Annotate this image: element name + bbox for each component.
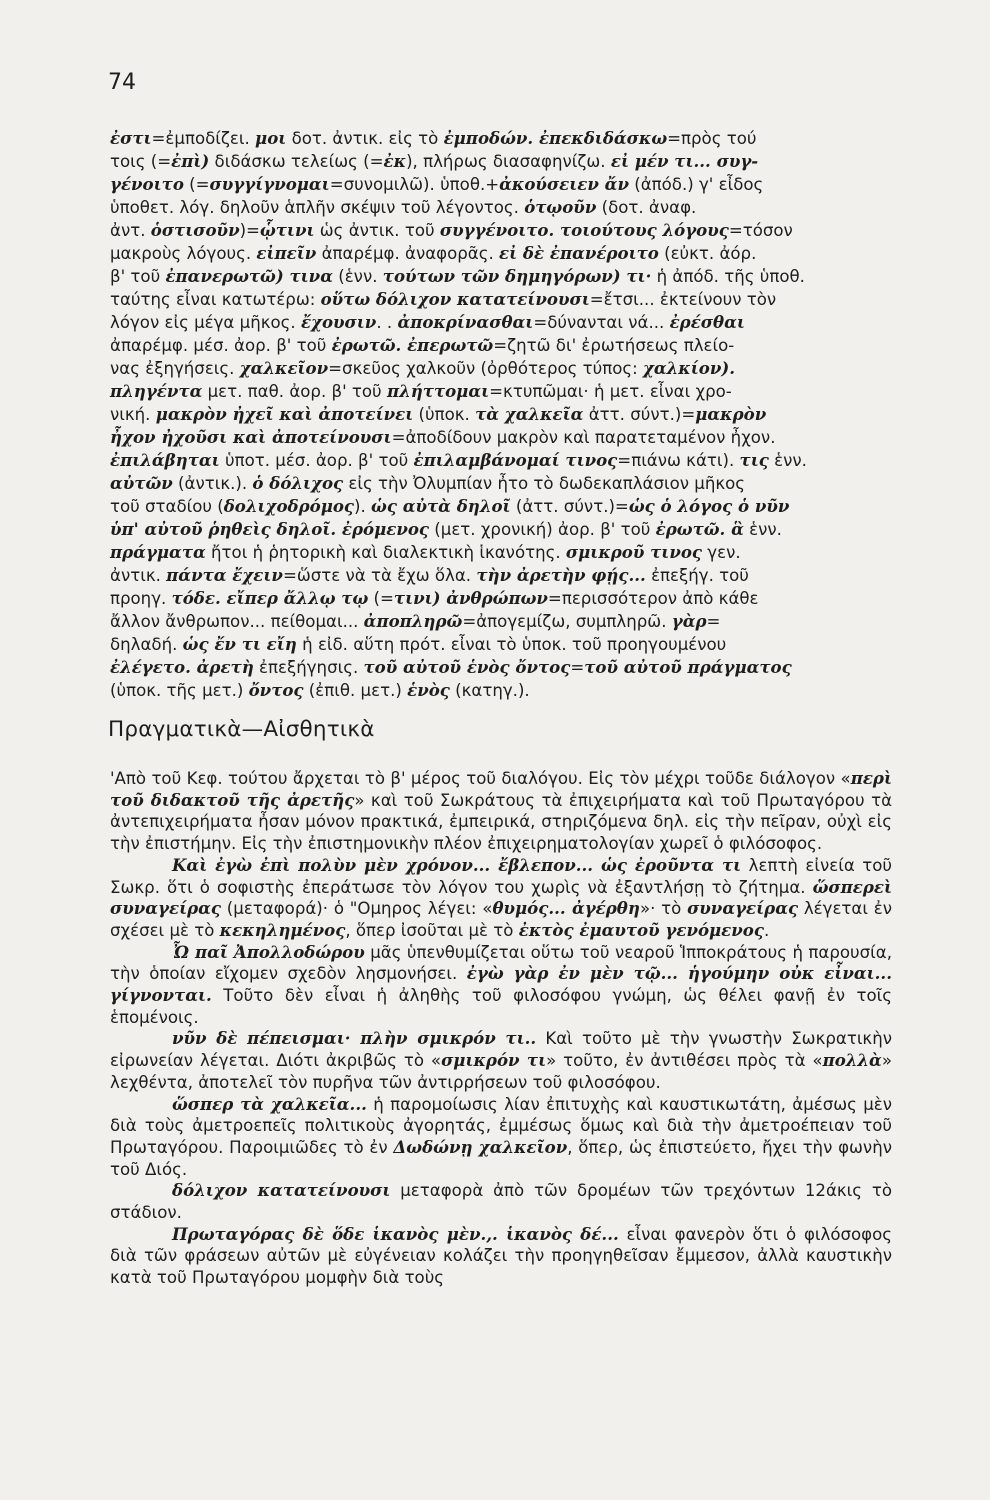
emphasized-term: ὁτῳοῦν xyxy=(524,197,597,217)
emphasized-term: τὴν ἀρετὴν φῄς... xyxy=(476,565,646,585)
text-run: ὑποθετ. λόγ. δηλοῦν ἁπλῆν σκέψιν τοῦ λέγοντος. xyxy=(110,198,525,217)
emphasized-term: μακρὸν xyxy=(695,404,767,424)
text-run: εἶναι φανερὸν ὅτι ὁ φιλόσοφος διὰ τῶν φράσεων αὐτῶν μὲ εὐγένειαν κολάζει τὴν προηγηθεῖσαν ἔμμεσον, ἀλλὰ καυστικὴν κατὰ τοῦ Πρωταγόρου μομφὴν διὰ τοὺς xyxy=(110,1224,892,1288)
emphasized-term: χαλκεῖον xyxy=(239,358,329,378)
text-run: = xyxy=(570,658,585,677)
text-run: (μετ. χρονική) ἀορ. β' τοῦ xyxy=(429,520,656,539)
text-run: =περισσότερον ἀπὸ κάθε xyxy=(547,589,759,608)
emphasized-term: σμικροῦ τινος xyxy=(565,542,703,562)
emphasized-term: ἀποκρίνασθαι xyxy=(397,312,534,332)
emphasized-term: Καὶ ἐγὼ ἐπὶ πολὺν μὲν χρόνον... ἔβλεπον... ὡς ἐροῦντα τι xyxy=(172,854,742,875)
text-run: » τοῦτο, ἐν ἀντιθέσει πρὸς τὰ « xyxy=(546,1051,823,1071)
emphasized-term: ὥσπερ τὰ χαλκεῖα... xyxy=(172,1093,367,1114)
text-run: =ἀπογεμίζω, συμπληρῶ. xyxy=(462,612,672,631)
text-run: (ὑποκ. xyxy=(413,405,476,424)
text-run: ἐπεξήγησις. xyxy=(253,658,364,677)
emphasized-term: συγγένοιτο. τοιούτους λόγους xyxy=(439,220,729,240)
text-run: μᾶς ὑπενθυμίζεται οὕτω τοῦ νεαροῦ Ἱπποκράτους ἡ παρουσία, τὴν ὁποίαν εἴχομεν σχεδὸν λησμονήσει. xyxy=(110,942,892,984)
emphasized-term: Ὦ παῖ Ἀπολλοδώρου xyxy=(172,941,365,962)
text-run: » καὶ τοῦ Σωκράτους τὰ ἐπιχειρήματα καὶ τοῦ Πρωταγόρου τὰ ἀντεπιχειρήματα ἦσαν μόνον πρακτικά, ἐμπειρικά, στηριζόμενα δηλ. εἰς τὴν πεῖραν, οὐχὶ εἰς τὴν ἐπιστήμην. Εἰς τὴν ἐπιστημονικὴν πλέον ἐπιχειρηματολογίαν χωρεῖ ὁ φιλόσοφος. xyxy=(110,790,893,854)
emphasized-term: εἰ μέν τι... συγ- xyxy=(610,151,759,171)
paragraph xyxy=(110,1224,892,1289)
text-run: μεταφορὰ ἀπὸ τῶν δρομέων τῶν τρεχόντων 12άκις τὸ στάδιον. xyxy=(110,1181,892,1223)
glossary-line xyxy=(110,357,892,380)
text-run: νας ἐξηγήσεις. xyxy=(110,359,240,378)
text-run: μετ. παθ. ἀορ. β' τοῦ xyxy=(202,382,387,401)
text-run: ἀντικ. xyxy=(110,566,167,585)
text-run: λέγεται ἐν σχέσει μὲ τὸ xyxy=(110,899,892,940)
emphasized-term: τοῦ αὐτοῦ πράγματος xyxy=(584,657,792,677)
glossary-line xyxy=(110,127,892,150)
emphasized-term: γὰρ xyxy=(671,611,707,631)
emphasized-term: γένοιτο xyxy=(110,174,184,194)
emphasized-term: μοι xyxy=(255,128,287,148)
text-run: ), πλήρως διασαφηνίζω. xyxy=(406,152,611,171)
emphasized-term: ἀποπληρῶ xyxy=(363,611,463,631)
emphasized-term: πράγματα xyxy=(110,542,206,562)
text-run: (= xyxy=(368,589,394,608)
emphasized-term: αὐτῶν xyxy=(110,473,173,493)
emphasized-term: πολλὰ xyxy=(822,1050,882,1071)
emphasized-term: ἐπιλαμβάνομαί τινος xyxy=(413,450,618,470)
emphasized-term: κεκηλημένος xyxy=(219,919,346,940)
glossary-line xyxy=(110,196,892,219)
text-run: ὡς ἀντικ. τοῦ xyxy=(314,221,440,240)
text-run: ἄλλον ἄνθρωπον... πείθομαι... xyxy=(110,612,364,631)
text-run: ταύτης εἶναι κατωτέρω: xyxy=(110,290,321,309)
emphasized-term: Δωδώνῃ χαλκεῖον xyxy=(393,1136,568,1157)
emphasized-term: πληγέντα xyxy=(110,381,203,401)
text-run: δηλαδή. xyxy=(110,635,183,654)
text-run: =ἐμποδίζει. xyxy=(151,129,256,148)
glossary-line xyxy=(110,311,892,334)
text-run: =συνομιλῶ). ὑποθ.+ xyxy=(329,175,500,194)
paragraph xyxy=(110,768,892,855)
emphasized-term: ὄντος xyxy=(248,680,304,700)
emphasized-term: ὡς ὁ λόγος ὁ νῦν xyxy=(628,496,790,516)
text-run: β' τοῦ xyxy=(110,267,166,286)
text-run: , ὅπερ ἰσοῦται μὲ τὸ xyxy=(345,920,519,940)
paragraph xyxy=(110,1028,892,1093)
text-run: (εὐκτ. ἀόρ. xyxy=(658,244,757,263)
emphasized-term: ὡς ἔν τι εἴη xyxy=(182,634,297,654)
section-heading: Πραγματικὰ—Αἰσθητικὰ xyxy=(108,717,375,742)
text-run: ἤτοι ἡ ῥητορικὴ καὶ διαλεκτικὴ ἱκανότης. xyxy=(205,543,566,562)
text-run: =κτυπῶμαι· ἡ μετ. εἶναι χρο- xyxy=(489,382,732,401)
glossary-line xyxy=(110,219,892,242)
emphasized-term: περὶ τοῦ διδακτοῦ τῆς ἀρετῆς xyxy=(110,768,892,810)
text-run: Τοῦτο δὲν εἶναι ἡ ἀληθὴς τοῦ φιλοσόφου γνώμη, ὡς θέλει φανῇ ἐν τοῖς ἑπομένοις. xyxy=(110,986,892,1027)
emphasized-term: ὁστισοῦν xyxy=(150,220,240,240)
text-run: (ὑποκ. τῆς μετ.) xyxy=(110,681,249,700)
glossary-line xyxy=(110,587,892,610)
text-run: μακροὺς λόγους. xyxy=(110,244,257,263)
text-run: διδάσκω τελείως (= xyxy=(209,152,384,171)
emphasized-term: ἔχουσιν xyxy=(300,312,377,332)
text-run: ἀπαρέμφ. μέσ. ἀορ. β' τοῦ xyxy=(110,336,332,355)
text-run: (ἐπιθ. μετ.) xyxy=(303,681,408,700)
emphasized-term: εἰπεῖν xyxy=(256,243,317,263)
text-run: λόγον εἰς μέγα μῆκος. xyxy=(110,313,301,332)
text-run: ὑποτ. μέσ. ἀορ. β' τοῦ xyxy=(219,451,414,470)
text-run: 'Απὸ τοῦ Κεφ. τούτου ἄρχεται τὸ β' μέρος τοῦ διαλόγου. Εἰς τὸν μέχρι τοῦδε διάλογον « xyxy=(110,769,851,788)
text-run: (ἀττ. σύντ.)= xyxy=(510,497,629,516)
glossary-line xyxy=(110,518,892,541)
text-run: ἀττ. σύντ.)= xyxy=(583,405,696,424)
emphasized-term: ἑνὸς xyxy=(407,680,450,700)
glossary-line xyxy=(110,288,892,311)
text-run: τοῦ σταδίου ( xyxy=(110,497,224,516)
emphasized-term: ἐκτὸς ἐμαυτοῦ γενόμενος xyxy=(518,919,764,940)
emphasized-term: ἐρωτῶ. ἐπερωτῶ xyxy=(331,335,494,355)
glossary-line xyxy=(110,679,892,702)
emphasized-term: ἐμποδών. ἐπεκδιδάσκω xyxy=(443,128,668,148)
text-run: »· τὸ xyxy=(639,899,688,919)
emphasized-term: τούτων τῶν δημηγόρων) τι· xyxy=(382,266,652,286)
text-run: (ἑνν. xyxy=(332,267,383,286)
text-run: τοις (= xyxy=(110,152,172,171)
glossary-line xyxy=(110,380,892,403)
text-run: = xyxy=(706,612,721,631)
glossary-line xyxy=(110,495,892,518)
glossary-line xyxy=(110,403,892,426)
text-run: =δύνανται νά... xyxy=(533,313,670,332)
text-run: ἀπαρέμφ. ἀναφορᾶς. xyxy=(316,244,500,263)
glossary-line xyxy=(110,150,892,173)
text-run: =πρὸς τού xyxy=(667,129,757,148)
emphasized-term: χαλκίον). xyxy=(642,358,735,378)
text-run: (δοτ. ἀναφ. xyxy=(596,198,697,217)
text-run: ). xyxy=(354,497,372,516)
glossary-line xyxy=(110,449,892,472)
emphasized-term: οὕτω δόλιχον κατατείνουσι xyxy=(320,289,590,309)
emphasized-term: νῦν δὲ πέπεισμαι· πλὴν σμικρόν τι.. xyxy=(172,1028,537,1049)
glossary-line xyxy=(110,610,892,633)
emphasized-term: ὁ δόλιχος xyxy=(252,473,344,493)
emphasized-term: ἐρωτῶ. ἃ xyxy=(655,519,744,539)
text-run: (ἀπόδ.) γ' εἶδος xyxy=(628,175,764,194)
text-run: =ζητῶ δι' ἐρωτήσεως πλείο- xyxy=(493,336,735,355)
glossary-line xyxy=(110,656,892,679)
text-run: ἡ εἰδ. αὕτη πρότ. εἶναι τὸ ὑποκ. τοῦ προηγουμένου xyxy=(296,635,727,654)
text-run: νική. xyxy=(110,405,156,424)
glossary-line xyxy=(110,426,892,449)
paragraph xyxy=(110,942,892,1029)
emphasized-term: δολιχοδρόμος xyxy=(223,496,355,516)
text-run: =τόσον xyxy=(728,221,793,240)
emphasized-term: τινι) ἀνθρώπων xyxy=(393,588,548,608)
emphasized-term: θυμός... ἀγέρθη xyxy=(492,898,640,919)
emphasized-term: τοῦ αὐτοῦ ἑνὸς ὄντος xyxy=(363,657,571,677)
emphasized-term: Πρωταγόρας δὲ ὅδε ἱκανὸς μὲν.,. ἱκανὸς δέ... xyxy=(172,1223,619,1244)
text-run: ἐπεξήγ. τοῦ xyxy=(645,566,749,585)
emphasized-term: σμικρόν τι xyxy=(441,1050,547,1071)
emphasized-term: ἐπὶ) xyxy=(171,151,210,171)
emphasized-term: μακρὸν ἠχεῖ καὶ ἀποτείνει xyxy=(155,404,414,424)
text-run: =σκεῦος χαλκοῦν (ὀρθότερος τύπος: xyxy=(328,359,643,378)
text-run: λεπτὴ εἰνεία τοῦ Σωκρ. ὅτι ὁ σοφιστὴς ἐπεράτωσε τὸν λόγον του χωρὶς νὰ ἐξαντλήσῃ τὸ ζήτημα. xyxy=(110,855,892,897)
emphasized-term: ἐκ xyxy=(383,151,407,171)
glossary-line xyxy=(110,173,892,196)
text-run: =ἔτσι... ἐκτείνουν τὸν xyxy=(589,290,777,309)
glossary-line xyxy=(110,334,892,357)
emphasized-term: δόλιχον κατατείνουσι xyxy=(172,1180,391,1201)
emphasized-term: συναγείρας xyxy=(687,898,799,919)
text-run: , ὅπερ, ὡς ἐπιστεύετο, ἤχει τὴν φωνὴν τοῦ Διός. xyxy=(110,1137,892,1179)
text-run: )= xyxy=(239,221,260,240)
emphasized-term: ἀκούσειεν ἄν xyxy=(499,174,629,194)
emphasized-term: ὑπ' αὐτοῦ ῥηθεὶς δηλοῖ. ἐρόμενος xyxy=(110,519,430,539)
text-run: . xyxy=(763,920,770,940)
text-run: ἡ παρομοίωσις λίαν ἐπιτυχὴς καὶ καυστικωτάτη, ἀμέσως μὲν διὰ τοὺς ἀμετροεπεῖς πολιτικοὺς ἀγορητάς, ἐμμέσως ὅμως καὶ διὰ τὴν ἀμετροέπειαν τοῦ Πρωταγόρου. Παροιμιῶδες τὸ ἐν xyxy=(110,1094,892,1157)
text-run: (μεταφορά)· ὁ "Ομηρος λέγει: « xyxy=(221,899,493,919)
emphasized-term: τόδε. εἴπερ ἄλλῳ τῳ xyxy=(171,588,369,608)
glossary-line xyxy=(110,265,892,288)
glossary-line xyxy=(110,242,892,265)
emphasized-term: πλήττομαι xyxy=(386,381,490,401)
emphasized-term: ἐγὼ γὰρ ἐν μὲν τῷ... ἡγούμην οὐκ εἶναι... γίγνονται. xyxy=(110,963,892,1006)
text-run: προηγ. xyxy=(110,589,172,608)
emphasized-term: τις xyxy=(739,450,769,470)
emphasized-term: ἐπανερωτῶ) τινα xyxy=(165,266,333,286)
text-run: » λεχθέντα, ἀποτελεῖ τὸν πυρῆνα τῶν ἀντιρρήσεων τοῦ φιλοσόφου. xyxy=(110,1051,892,1092)
emphasized-term: ἦχον ἠχοῦσι καὶ ἀποτείνουσι xyxy=(110,427,392,447)
glossary-line xyxy=(110,564,892,587)
glossary-notes xyxy=(110,127,892,702)
text-run: ἑνν. xyxy=(743,520,782,539)
text-run: ἑνν. xyxy=(768,451,807,470)
emphasized-term: εἰ δὲ ἐπανέροιτο xyxy=(499,243,659,263)
paragraph xyxy=(110,855,892,942)
text-run: (= xyxy=(183,175,210,194)
glossary-line xyxy=(110,541,892,564)
emphasized-term: ἐρέσθαι xyxy=(669,312,745,332)
glossary-line xyxy=(110,633,892,656)
text-run: (κατηγ.). xyxy=(449,681,530,700)
emphasized-term: ὡς αὐτὰ δηλοῖ xyxy=(371,496,511,516)
emphasized-term: ἐπιλάβηται xyxy=(110,450,220,470)
text-run: . . xyxy=(376,313,398,332)
text-run: =ἀποδίδουν μακρὸν καὶ παρατεταμένον ἦχον. xyxy=(391,428,776,447)
text-run: ἡ ἀπόδ. τῆς ὑποθ. xyxy=(651,267,805,286)
emphasized-term: συγγίγνομαι xyxy=(209,174,330,194)
text-run: εἰς τὴν Ὀλυμπίαν ἦτο τὸ δωδεκαπλάσιον μῆκος xyxy=(343,474,746,493)
paragraph xyxy=(110,1094,892,1181)
glossary-line xyxy=(110,472,892,495)
text-run: ἀντ. xyxy=(110,221,151,240)
text-run: γεν. xyxy=(702,543,741,562)
text-run: δοτ. ἀντικ. εἰς τὸ xyxy=(286,129,444,148)
emphasized-term: πάντα ἔχειν xyxy=(166,565,283,585)
paragraph xyxy=(110,1180,892,1223)
text-run: =πιάνω κάτι). xyxy=(617,451,740,470)
emphasized-term: ἐστι xyxy=(110,128,152,148)
emphasized-term: ᾧτινι xyxy=(259,220,315,240)
page-number: 74 xyxy=(108,70,136,95)
commentary-body xyxy=(110,768,892,1289)
text-run: (ἀντικ.). xyxy=(172,474,253,493)
text-run: =ὥστε νὰ τὰ ἔχω ὅλα. xyxy=(282,566,477,585)
text-run: Καὶ τοῦτο μὲ τὴν γνωστὴν Σωκρατικὴν εἰρωνείαν λέγεται. Διότι ἀκριβῶς τὸ « xyxy=(110,1029,892,1071)
emphasized-term: τὰ χαλκεῖα xyxy=(475,404,584,424)
emphasized-term: ἐλέγετο. ἀρετὴ xyxy=(110,657,254,677)
emphasized-term: ὥσπερεὶ συναγείρας xyxy=(110,876,892,919)
